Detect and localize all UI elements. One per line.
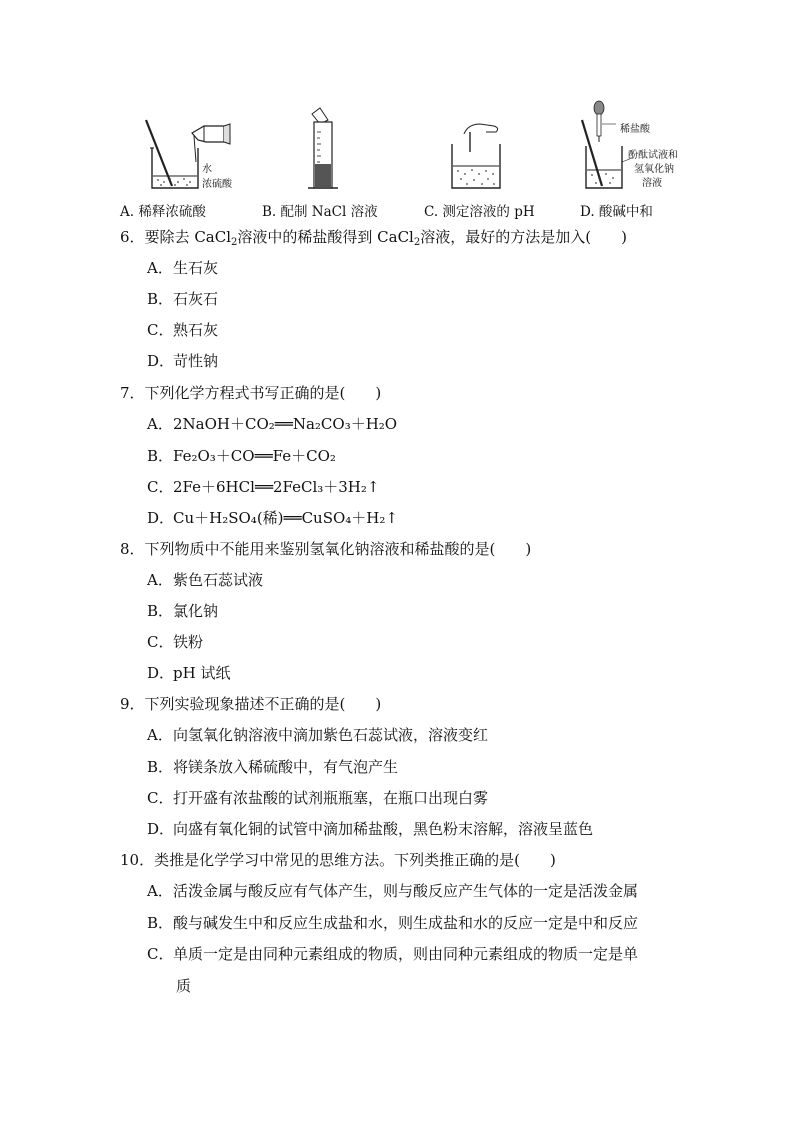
q8-option-b <box>147 601 218 621</box>
subscript: 2 <box>231 237 238 248</box>
question-9 <box>120 694 381 714</box>
figure-c-measure-ph <box>424 100 544 220</box>
option-text: 紫色石蕊试液 <box>173 571 264 589</box>
caption-a: A. 稀释浓硫酸 <box>120 204 206 220</box>
figure-a-dilute-sulfuric-acid <box>120 100 240 220</box>
label-phenolphthalein: 酚酞试液和 <box>628 150 678 161</box>
option-letter: A． <box>147 726 173 744</box>
option-text: 活泼金属与酸反应有气体产生，则与酸反应产生气体的一定是活泼金属 <box>173 882 639 900</box>
option-letter: C． <box>147 478 174 496</box>
caption-c: C. 测定溶液的 pH <box>424 204 535 220</box>
label-naoh: 氢氧化钠 <box>634 164 674 175</box>
option-text: 单质一定是由同种元素组成的物质，则由同种元素组成的物质一定是单 <box>173 945 639 963</box>
caption-d: D. 酸碱中和 <box>580 204 653 220</box>
option-letter: D． <box>147 509 175 527</box>
option-text: 打开盛有浓盐酸的试剂瓶瓶塞，在瓶口出现白雾 <box>173 789 489 807</box>
option-text: 酸与碱发生中和反应生成盐和水，则生成盐和水的反应一定是中和反应 <box>173 914 639 932</box>
option-text: 苛性钠 <box>173 352 219 370</box>
option-text: 2Fe＋6HCl══2FeCl₃＋3H₂↑ <box>173 478 380 496</box>
q6-option-b <box>147 289 218 309</box>
question-10 <box>120 850 556 870</box>
option-letter: B． <box>147 602 174 620</box>
option-text: Cu＋H₂SO₄(稀)══CuSO₄＋H₂↑ <box>173 509 398 527</box>
option-letter: D． <box>147 664 175 682</box>
option-text: Fe₂O₃＋CO══Fe＋CO₂ <box>173 447 336 465</box>
question-text: 下列物质中不能用来鉴别氢氧化钠溶液和稀盐酸的是( ) <box>144 540 532 558</box>
q10-option-a <box>147 881 638 901</box>
q9-option-c <box>147 788 488 808</box>
label-dilute-hcl: 稀盐酸 <box>620 124 650 135</box>
question-number: 6． <box>120 228 145 246</box>
question-text-part: 溶液中的稀盐酸得到 CaCl <box>237 228 414 246</box>
caption-b: B. 配制 NaCl 溶液 <box>262 204 378 220</box>
option-text: 向氢氧化钠溶液中滴加紫色石蕊试液，溶液变红 <box>173 726 489 744</box>
q10-option-b <box>147 913 638 933</box>
label-water: 水 <box>202 164 212 175</box>
q8-option-d <box>147 663 230 683</box>
label-conc-sulfuric-acid: 浓硫酸 <box>202 179 232 190</box>
label-solution: 溶液 <box>642 178 662 189</box>
q8-option-a <box>147 570 263 590</box>
ph-test-illustration <box>424 100 544 200</box>
option-text: 2NaOH＋CO₂══Na₂CO₃＋H₂O <box>173 415 398 433</box>
q7-option-d <box>147 508 398 528</box>
q8-option-c <box>147 632 203 652</box>
question-7 <box>120 383 381 403</box>
question-number: 9． <box>120 695 145 713</box>
question-number: 8． <box>120 540 145 558</box>
option-text: 铁粉 <box>173 633 204 651</box>
q10-option-c <box>147 944 638 964</box>
option-letter: A． <box>147 571 173 589</box>
question-number: 10． <box>120 851 155 869</box>
option-letter: D． <box>147 820 175 838</box>
option-letter: C． <box>147 633 174 651</box>
q9-option-d <box>147 819 593 839</box>
q7-option-a <box>147 414 397 434</box>
option-letter: B． <box>147 290 174 308</box>
option-letter: C． <box>147 321 174 339</box>
subscript: 2 <box>413 237 421 248</box>
question-text: 下列化学方程式书写正确的是( ) <box>144 384 382 402</box>
figure-d-neutralization <box>572 100 692 220</box>
question-text-part: 溶液，最好的方法是加入( ) <box>420 228 627 246</box>
option-letter: A． <box>147 259 173 277</box>
q6-option-c <box>147 320 218 340</box>
q6-option-d <box>147 351 218 371</box>
q9-option-a <box>147 725 488 745</box>
option-text: pH 试纸 <box>173 664 231 682</box>
q10-option-c-continuation: 质 <box>176 977 192 995</box>
option-letter: B． <box>147 758 174 776</box>
option-letter: A． <box>147 882 173 900</box>
q6-option-a <box>147 258 218 278</box>
q7-option-c <box>147 477 379 497</box>
question-6 <box>120 227 627 247</box>
question-8 <box>120 539 531 559</box>
option-letter: C． <box>147 789 174 807</box>
option-letter: A． <box>147 415 173 433</box>
experiment-figures <box>112 100 692 225</box>
question-number: 7． <box>120 384 145 402</box>
option-text: 将镁条放入稀硫酸中，有气泡产生 <box>173 758 399 776</box>
option-text: 氯化钠 <box>173 602 219 620</box>
graduated-cylinder-illustration <box>262 100 382 200</box>
option-letter: B． <box>147 914 174 932</box>
question-text: 类推是化学学习中常见的思维方法。下列类推正确的是( ) <box>154 851 556 869</box>
option-text: 生石灰 <box>173 259 219 277</box>
q9-option-b <box>147 757 398 777</box>
option-text: 石灰石 <box>173 290 219 308</box>
option-letter: C． <box>147 945 174 963</box>
question-text: 下列实验现象描述不正确的是( ) <box>144 695 382 713</box>
figure-b-prepare-nacl <box>262 100 382 220</box>
option-text: 向盛有氧化铜的试管中滴加稀盐酸，黑色粉末溶解，溶液呈蓝色 <box>173 820 594 838</box>
option-letter: D． <box>147 352 175 370</box>
q7-option-b <box>147 446 336 466</box>
option-text: 熟石灰 <box>173 321 219 339</box>
question-text-part: 要除去 CaCl <box>144 228 232 246</box>
option-letter: B． <box>147 447 174 465</box>
